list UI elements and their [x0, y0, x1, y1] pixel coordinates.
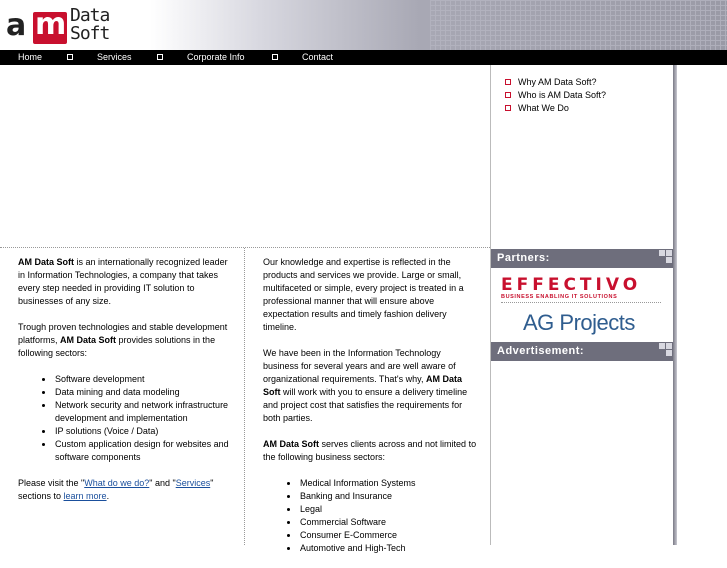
nav-separator-icon [157, 54, 163, 60]
advertisement-header [491, 342, 674, 361]
experience-text-end: will work with you to ensure a delivery timeline and project cost that satisfies the requirements for both parties. [263, 387, 468, 423]
divider [501, 302, 661, 303]
right-sidebar [490, 65, 673, 545]
sidebar-shadow [673, 65, 727, 545]
effectivo-logo[interactable] [501, 276, 661, 304]
sidebar-shadow-edge [673, 65, 677, 545]
sidebar-link-label: Why AM Data Soft? [518, 77, 597, 87]
partners-header [491, 249, 674, 268]
nav-separator-icon [67, 54, 73, 60]
experience-text: We have been in the Information Technology business for several years and are well aware of organizational requirements. That's why, [263, 348, 456, 384]
list-item: Network security and network infrastructure development and implementation [42, 399, 233, 425]
square-bullet-icon [505, 79, 511, 85]
list-item: IP solutions (Voice / Data) [42, 425, 233, 438]
nav-home[interactable]: Home [18, 52, 43, 62]
sidebar-link-why[interactable] [505, 76, 606, 89]
clients-paragraph [263, 438, 478, 464]
knowledge-paragraph: Our knowledge and expertise is reflected in the products and services we provide. Large or small, multifaceted or simple, every project is treated in a professional manner that will ensure above expectation results and timely fashion delivery timeline. [263, 257, 464, 332]
list-item: Legal [287, 503, 478, 516]
visit-text: Please visit the " [18, 478, 85, 488]
header-grid-pattern [430, 0, 727, 50]
services-link[interactable]: Services [175, 478, 211, 488]
nav-contact[interactable]: Contact [302, 52, 334, 62]
effectivo-tagline: BUSINESS ENABLING IT SOLUTIONS [501, 294, 618, 300]
what-do-we-do-link[interactable]: What do we do? [84, 478, 150, 488]
experience-paragraph [263, 347, 478, 425]
intro-text: is an internationally recognized leader in Information Technologies, a company that takes every step needed in providing IT solution to businesses of any size. [18, 257, 228, 306]
divider [0, 247, 490, 248]
solutions-list [18, 373, 233, 464]
logo-word-soft: Soft [70, 23, 110, 44]
logo-m-box [33, 7, 67, 44]
company-name: AM Data Soft [60, 335, 117, 345]
sidebar-link-label: Who is AM Data Soft? [518, 90, 607, 100]
sectors-intro-text-end: provides solutions in the following sectors: [18, 335, 216, 358]
list-item: Banking and Insurance [287, 490, 478, 503]
nav-corporate-info[interactable]: Corporate Info [187, 52, 245, 62]
partners-header-label: Partners: [497, 252, 550, 264]
logo-letter-a: a [6, 8, 27, 43]
corner-squares-icon [659, 250, 673, 264]
sidebar-link-who[interactable] [505, 89, 606, 102]
company-name: AM Data Soft [263, 374, 462, 397]
list-item: Automotive and High-Tech [287, 542, 478, 555]
logo-word-data: Data [70, 5, 110, 26]
sidebar-link-label: What We Do [518, 103, 569, 113]
company-name: AM Data Soft [18, 257, 74, 267]
clients-text: serves clients across and not limited to the following business sectors: [263, 439, 477, 462]
learn-more-link[interactable]: learn more [63, 491, 107, 501]
square-bullet-icon [505, 105, 511, 111]
list-item: Data mining and data modeling [42, 386, 233, 399]
left-column [18, 256, 233, 516]
list-item: Consumer E-Commerce [287, 529, 478, 542]
sidebar-link-what[interactable] [505, 102, 606, 115]
business-sectors-list [263, 477, 478, 555]
sectors-intro-paragraph [18, 321, 233, 360]
right-column [263, 256, 478, 568]
sectors-intro-text: Trough proven technologies and stable development platforms, [18, 322, 228, 345]
effectivo-name: EFFECTIVO [501, 275, 642, 295]
logo[interactable] [6, 6, 116, 46]
main-nav [0, 50, 727, 65]
list-item: Custom application design for websites and software components [42, 438, 233, 464]
company-name: AM Data Soft [263, 439, 319, 449]
square-bullet-icon [505, 92, 511, 98]
corner-squares-icon [659, 343, 673, 357]
visit-text: " and " [149, 478, 176, 488]
advertisement-header-label: Advertisement: [497, 345, 585, 357]
header-banner [0, 0, 727, 50]
list-item: Commercial Software [287, 516, 478, 529]
column-divider [244, 248, 245, 545]
visit-text: " sections to [18, 478, 214, 501]
list-item: Medical Information Systems [287, 477, 478, 490]
agprojects-logo[interactable]: AG Projects [523, 310, 635, 335]
logo-letter-m: m [35, 7, 67, 42]
list-item: Software development [42, 373, 233, 386]
intro-paragraph [18, 256, 233, 308]
visit-text: . [106, 491, 110, 501]
nav-separator-icon [272, 54, 278, 60]
sidebar-links [505, 76, 606, 115]
visit-paragraph [18, 477, 233, 503]
nav-services[interactable]: Services [97, 52, 132, 62]
